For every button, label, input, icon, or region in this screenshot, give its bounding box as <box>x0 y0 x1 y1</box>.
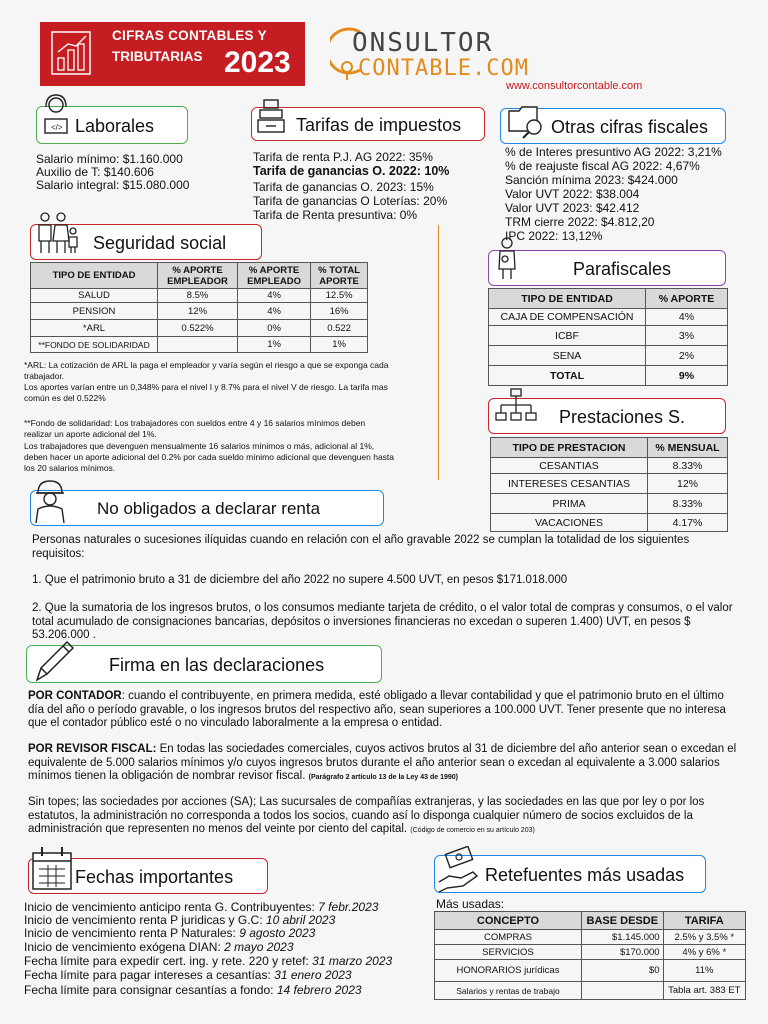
table-cell: INTERESES CESANTIAS <box>491 474 648 494</box>
otras-line: % de reajuste fiscal AG 2022: 4,67% <box>505 159 700 173</box>
laborales-line: Auxilio de T: $140.606 <box>36 165 154 179</box>
table-cell: 2.5% y 3.5% * <box>663 930 745 945</box>
table-row <box>31 289 368 303</box>
table-header: TIPO DE ENTIDAD <box>31 263 158 289</box>
fecha-item <box>24 941 294 954</box>
fecha-item <box>24 969 352 982</box>
table-row <box>31 320 368 337</box>
fechas-header <box>28 858 268 894</box>
table-cell: $0 <box>582 960 664 982</box>
prestaciones-table <box>490 437 728 532</box>
table-cell: SERVICIOS <box>435 945 582 960</box>
table-header: % APORTE EMPLEADO <box>238 263 311 289</box>
table-row <box>31 337 368 353</box>
solidaridad-note: **Fondo de solidaridad: Los trabajadores con sueldos entre 4 y 16 salarios mínimos deben realizar un aporte adicional del 1%. <box>24 418 366 439</box>
table-header: TIPO DE PRESTACION <box>491 438 648 458</box>
firma-sin-topes-text: Sin topes; las sociedades por acciones (SA); Las sucursales de compañías extranjeras, y las sociedades en las que por ley o por los estatutos, la administración no corresponda a todos los socios, cuando así lo disponga cualquier número de socios excluidos de la administración que representen no menos del veinte por ciento del capital. <box>28 796 705 835</box>
table-cell: 12% <box>648 474 728 494</box>
otras-line: Sanción mínima 2023: $424.000 <box>505 173 678 187</box>
table-cell: *ARL <box>31 320 158 337</box>
table-cell: 8.33% <box>648 458 728 474</box>
fecha-date: 9 agosto 2023 <box>239 926 316 940</box>
column-divider <box>438 225 439 480</box>
table-row <box>489 309 728 326</box>
table-row <box>435 945 746 960</box>
table-cell: 11% <box>663 960 745 982</box>
table-row <box>491 474 728 494</box>
table-cell: 2% <box>646 346 728 366</box>
table-cell: 0.522% <box>158 320 238 337</box>
logo-line1: ONSULTOR <box>352 28 494 58</box>
fechas-title: Fechas importantes <box>75 867 234 887</box>
otras-line: TRM cierre 2022: $4.812,20 <box>505 215 655 229</box>
fecha-label: Fecha límite para expedir cert. ing. y rete. 220 y retef: <box>24 954 313 968</box>
table-cell: 12% <box>158 303 238 320</box>
table-cell: HONORARIOS jurídicas <box>435 960 582 982</box>
fecha-item <box>24 955 392 968</box>
banner-line2: TRIBUTARIAS <box>112 49 203 64</box>
table-cell: CAJA DE COMPENSACIÓN <box>489 309 646 326</box>
table-cell: SALUD <box>31 289 158 303</box>
firma-revisor-text: En todas las sociedades comerciales, cuyos activos brutos al 31 de diciembre del año anterior sean o excedan el equivalente de 5.000 salarios mínimos y/o cuyos ingresos brutos durante el año anterior sean o excedan al equivalente a 3.000 salarios mínimos tienen la obligación de nombrar revisor fiscal. <box>28 743 737 782</box>
table-cell: 9% <box>646 366 728 386</box>
table-row <box>489 366 728 386</box>
otras-line: Valor UVT 2022: $38.004 <box>505 187 640 201</box>
fecha-date: 7 febr.2023 <box>318 900 379 914</box>
fecha-label: Fecha límite para consignar cesantías a fondo: <box>24 983 277 997</box>
table-row <box>435 982 746 1000</box>
fecha-date: 31 marzo 2023 <box>312 954 393 968</box>
table-cell: Salarios y rentas de trabajo <box>435 982 582 1000</box>
seguridad-header <box>30 224 262 260</box>
fecha-date: 10 abril 2023 <box>265 913 336 927</box>
table-cell: **FONDO DE SOLIDARIDAD <box>31 337 158 353</box>
table-cell: 1% <box>238 337 311 353</box>
table-cell: $1.145.000 <box>582 930 664 945</box>
logo-line2: CONTABLE.COM <box>358 56 529 81</box>
firma-sin-topes-ref: (Código de comercio en su artículo 203) <box>410 827 535 834</box>
table-header: TARIFA <box>663 912 745 930</box>
laborales-header <box>36 106 188 144</box>
table-cell: 8.33% <box>648 494 728 514</box>
table-cell: 16% <box>311 303 368 320</box>
table-cell: 4% <box>238 289 311 303</box>
mother-child-icon <box>495 237 519 281</box>
table-cell: 4% <box>238 303 311 320</box>
org-chart-icon <box>495 387 539 431</box>
table-cell: COMPRAS <box>435 930 582 945</box>
table-row <box>491 458 728 474</box>
retefuentes-title: Retefuentes más usadas <box>485 865 685 885</box>
tarifas-line: Tarifa de ganancias O Loterías: 20% <box>253 194 448 208</box>
table-header: % APORTE EMPLEADOR <box>158 263 238 289</box>
fecha-label: Inicio de vencimiento renta P juridicas y G.C: <box>24 913 266 927</box>
family-icon <box>35 211 81 255</box>
table-row <box>435 930 746 945</box>
parafiscales-title: Parafiscales <box>573 259 672 279</box>
firma-title: Firma en las declaraciones <box>109 655 325 675</box>
title-banner <box>40 22 305 86</box>
table-cell: 0% <box>238 320 311 337</box>
table-cell <box>582 982 664 1000</box>
tarifas-line: Tarifa de Renta presuntiva: 0% <box>253 208 418 222</box>
tarifas-line: Tarifa de ganancias O. 2022: 10% <box>253 164 450 178</box>
laborales-line: Salario integral: $15.080.000 <box>36 178 190 192</box>
table-cell: $170.000 <box>582 945 664 960</box>
solidaridad-note-2: Los trabajadores que devenguen mensualmente 16 salarios mínimos o más, adicional al 1%, deben hacer un aporte adicional del 0.2% por cada sueldo mínimo adicional que devenguen hasta los 20 salarios mínimos. <box>24 441 395 473</box>
table-cell: CESANTIAS <box>491 458 648 474</box>
table-header: % TOTAL APORTE <box>311 263 368 289</box>
table-row <box>489 326 728 346</box>
retefuentes-header <box>434 855 706 893</box>
otras-line: IPC 2022: 13,12% <box>505 229 603 243</box>
table-cell: 0.522 <box>311 320 368 337</box>
laborales-title: Laborales <box>75 116 155 136</box>
laborales-line: Salario mínimo: $1.160.000 <box>36 152 183 166</box>
arl-note: *ARL: La cotización de ARL la paga el empleador y varía según el riesgo a que se exponga cada trabajador. <box>24 360 389 381</box>
table-row <box>491 514 728 532</box>
table-header: BASE DESDE <box>582 912 664 930</box>
table-cell: 1% <box>311 337 368 353</box>
table-cell: 3% <box>646 326 728 346</box>
tarifas-header <box>251 107 485 141</box>
otras-line: Valor UVT 2023: $42.412 <box>505 201 640 215</box>
otras-title: Otras cifras fiscales <box>551 117 709 137</box>
firma-revisor-label: POR REVISOR FISCAL: <box>28 743 157 755</box>
no-obligados-intro: Personas naturales o sucesiones ilíquidas cuando en relación con el año gravable 2022 se cumplan la totalidad de los siguientes requisitos: <box>32 534 690 560</box>
table-row <box>489 346 728 366</box>
parafiscales-header <box>488 250 726 286</box>
construction-worker-icon <box>33 479 67 525</box>
firma-contador-text: : cuando el contribuyente, en primera medida, esté obligado a llevar contabilidad y que el patrimonio bruto en el último día del año o período gravable, o los ingresos brutos del respectivo año, sean superiores a 100.000 UVT. Tener presente que no interesa que el contador público esté o no vinculado laboralmente a la empresa o entidad. <box>28 690 726 729</box>
table-cell: 12.5% <box>311 289 368 303</box>
table-header: % APORTE <box>646 289 728 309</box>
fecha-label: Fecha límite para pagar intereses a cesantías: <box>24 968 275 982</box>
no-obligados-header <box>30 490 384 526</box>
prestaciones-title: Prestaciones S. <box>559 407 686 427</box>
table-cell: PENSION <box>31 303 158 320</box>
website-link[interactable]: www.consultorcontable.com <box>506 80 643 92</box>
table-header: CONCEPTO <box>435 912 582 930</box>
fecha-date: 31 enero 2023 <box>274 968 352 982</box>
fecha-item <box>24 984 362 997</box>
table-cell: Tabla art. 383 ET <box>663 982 745 1000</box>
prestaciones-header <box>488 398 726 434</box>
money-hand-icon <box>437 846 481 894</box>
no-obligados-item-1: 1. Que el patrimonio bruto a 31 de diciembre del año 2022 no supere 4.500 UVT, en pesos $171.018.000 <box>32 574 568 586</box>
table-cell: 4.17% <box>648 514 728 532</box>
otras-line: % de Interes presuntivo AG 2022: 3,21% <box>505 145 722 159</box>
seguridad-table <box>30 262 368 353</box>
retefuentes-table <box>434 911 746 1000</box>
table-cell: 8.5% <box>158 289 238 303</box>
table-row <box>31 303 368 320</box>
table-header: TIPO DE ENTIDAD <box>489 289 646 309</box>
worker-icon <box>41 93 71 137</box>
banner-line1: CIFRAS CONTABLES Y <box>112 28 267 43</box>
fecha-item <box>24 927 315 940</box>
fecha-label: Inicio de vencimiento renta P Naturales: <box>24 926 240 940</box>
no-obligados-item-2: 2. Que la sumatoria de los ingresos brutos, o los consumos mediante tarjeta de crédito, o el valor total de compras y consumos, o el valor total acumulado de consignaciones bancarias, depósitos o inversiones financieras no excedan o superen 1.400) UVT, en pesos $ 53.206.000 . <box>32 602 733 641</box>
table-cell: TOTAL <box>489 366 646 386</box>
table-cell <box>158 337 238 353</box>
table-cell: PRIMA <box>491 494 648 514</box>
parafiscales-table <box>488 288 728 386</box>
tarifas-title: Tarifas de impuestos <box>296 115 462 135</box>
arl-note-2: Los aportes varían entre un 0,348% para el nivel I y 8.7% para el nivel V de riesgo. La tarifa mas común es del 0.522% <box>24 382 388 403</box>
table-cell: 4% <box>646 309 728 326</box>
fecha-label: Inicio de vencimiento anticipo renta G. Contribuyentes: <box>24 900 319 914</box>
fecha-label: Inicio de vencimiento exógena DIAN: <box>24 940 225 954</box>
retefuentes-subtitle: Más usadas: <box>436 897 505 911</box>
otras-header <box>500 108 726 144</box>
svg-text:</>: </> <box>51 123 63 132</box>
table-row <box>491 494 728 514</box>
firma-contador-label: POR CONTADOR <box>28 690 122 702</box>
cash-register-icon <box>256 98 286 138</box>
folder-search-icon <box>507 101 547 141</box>
firma-contador <box>28 690 740 731</box>
table-row <box>435 960 746 982</box>
tarifas-line: Tarifa de ganancias O. 2023: 15% <box>253 180 434 194</box>
table-cell: ICBF <box>489 326 646 346</box>
firma-sin-topes <box>28 796 740 838</box>
firma-revisor-ref: (Parágrafo 2 artículo 13 de la Ley 43 de 1990) <box>308 774 459 781</box>
firma-revisor <box>28 743 740 785</box>
no-obligados-title: No obligados a declarar renta <box>97 499 321 518</box>
tarifas-line: Tarifa de renta P.J. AG 2022: 35% <box>253 150 433 164</box>
bar-chart-icon <box>50 30 92 76</box>
banner-year: 2023 <box>224 46 291 79</box>
calendar-icon <box>31 845 73 891</box>
firma-header <box>26 645 382 683</box>
seguridad-title: Seguridad social <box>93 233 227 253</box>
fecha-date: 14 febrero 2023 <box>276 983 362 997</box>
table-cell: 4% y 6% * <box>663 945 745 960</box>
table-cell: VACACIONES <box>491 514 648 532</box>
logo <box>330 24 540 86</box>
table-header: % MENSUAL <box>648 438 728 458</box>
table-cell: SENA <box>489 346 646 366</box>
pencil-icon <box>31 638 77 686</box>
fecha-date: 2 mayo 2023 <box>224 940 294 954</box>
